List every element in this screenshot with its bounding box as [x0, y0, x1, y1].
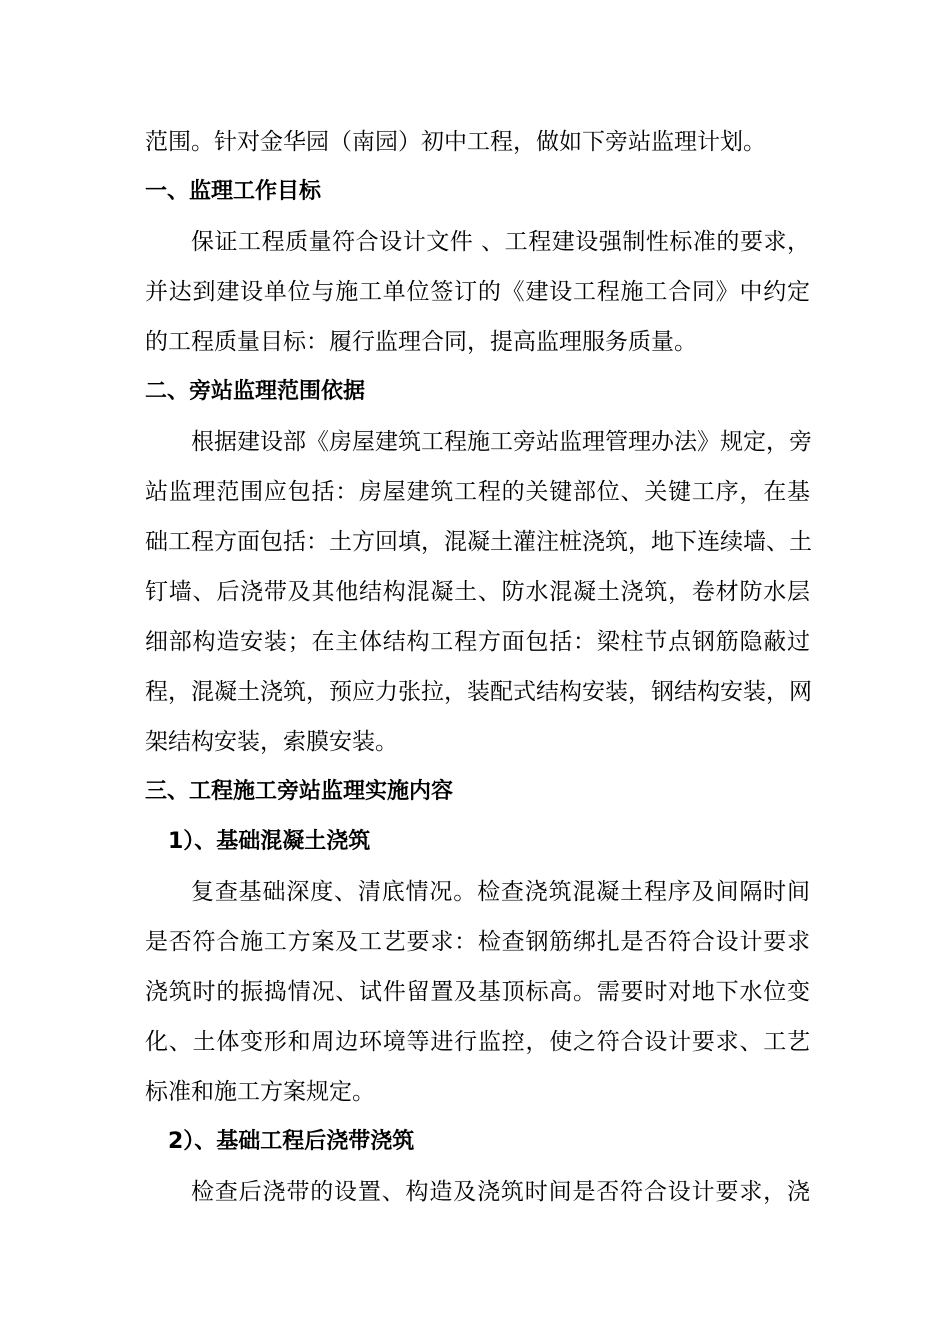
paragraph-line: 并达到建设单位与施工单位签订的《建设工程施工合同》中约定	[145, 279, 810, 305]
paragraph-line: 化、土体变形和周边环境等进行监控，使之符合设计要求、工艺	[145, 1029, 810, 1055]
section-heading-content: 三、工程施工旁站监理实施内容	[145, 779, 454, 804]
paragraph-line: 站监理范围应包括：房屋建筑工程的关键部位、关键工序，在基	[145, 479, 810, 505]
paragraph-line: 范围。针对金华园（南园）初中工程，做如下旁站监理计划。	[145, 129, 766, 155]
paragraph-line: 复查基础深度、清底情况。检查浇筑混凝土程序及间隔时间	[191, 879, 810, 905]
paragraph-line: 检查后浇带的设置、构造及浇筑时间是否符合设计要求，浇	[191, 1179, 810, 1205]
section-heading-scope: 二、旁站监理范围依据	[145, 379, 366, 404]
sub-heading-foundation-concrete: 1）、基础混凝土浇筑	[168, 829, 371, 854]
paragraph-line: 架结构安装，索膜安装。	[145, 729, 398, 755]
sub-heading-post-cast-strip: 2）、基础工程后浇带浇筑	[168, 1129, 415, 1154]
paragraph-line: 础工程方面包括：土方回填，混凝土灌注桩浇筑，地下连续墙、土	[145, 529, 812, 555]
paragraph-line: 保证工程质量符合设计文件 、工程建设强制性标准的要求，	[191, 229, 810, 255]
document-page	[145, 117, 810, 1217]
paragraph-line: 钉墙、后浇带及其他结构混凝土、防水混凝土浇筑，卷材防水层	[145, 579, 810, 605]
paragraph-line: 是否符合施工方案及工艺要求：检查钢筋绑扎是否符合设计要求	[145, 929, 810, 955]
section-heading-goals: 一、监理工作目标	[145, 179, 322, 204]
paragraph-line: 程，混凝土浇筑，预应力张拉，装配式结构安装，钢结构安装，网	[145, 679, 812, 705]
paragraph-line: 标准和施工方案规定。	[145, 1079, 375, 1105]
paragraph-line: 细部构造安装；在主体结构工程方面包括：梁柱节点钢筋隐蔽过	[145, 629, 810, 655]
paragraph-line: 的工程质量目标：履行监理合同，提高监理服务质量。	[145, 329, 697, 355]
paragraph-line: 根据建设部《房屋建筑工程施工旁站监理管理办法》规定，旁	[191, 429, 812, 455]
paragraph-line: 浇筑时的振捣情况、试件留置及基顶标高。需要时对地下水位变	[145, 979, 810, 1005]
